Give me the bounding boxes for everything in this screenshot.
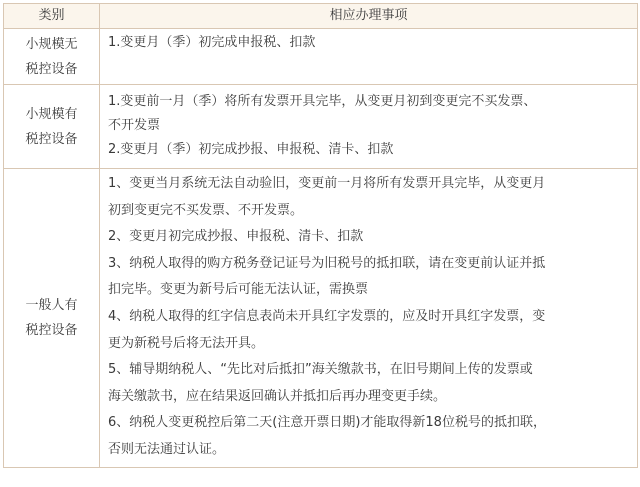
category-line: 小规模有	[25, 106, 78, 122]
category-cell	[4, 169, 100, 468]
category-cell	[4, 29, 100, 85]
header-category: 类别	[4, 4, 100, 29]
category-line: 小规模无	[25, 36, 78, 52]
matter-line: 更为新税号后将无法开具。	[108, 335, 265, 351]
matters-table	[3, 3, 638, 468]
matter-line: 1.变更前一月（季）将所有发票开具完毕，从变更月初到变更完不买发票、	[108, 94, 537, 109]
header-matters: 相应办理事项	[100, 4, 638, 29]
table-row	[4, 29, 638, 85]
matter-line: 4、纳税人取得的红字信息表尚未开具红字发票的，应及时开具红字发票，变	[108, 308, 546, 324]
matters-cell	[100, 169, 638, 468]
matter-line: 初到变更完不买发票、不开发票。	[108, 202, 304, 218]
matter-line: 否则无法通过认证。	[108, 441, 226, 457]
matter-line: 不开发票	[108, 118, 161, 133]
matters-table-container	[3, 3, 637, 468]
matter-line: 2.变更月（季）初完成抄报、申报税、清卡、扣款	[108, 142, 394, 157]
matter-line: 2、变更月初完成抄报、申报税、清卡、扣款	[108, 229, 364, 245]
matter-line: 5、辅导期纳税人、“先比对后抵扣”海关缴款书，在旧号期间上传的发票或	[108, 362, 533, 378]
matter-line: 扣完毕。变更为新号后可能无法认证，需换票	[108, 282, 369, 298]
matter-line: 3、纳税人取得的购方税务登记证号为旧税号的抵扣联，请在变更前认证并抵	[108, 255, 546, 271]
table-row	[4, 85, 638, 169]
category-cell	[4, 85, 100, 169]
matters-cell	[100, 85, 638, 169]
table-header-row	[4, 4, 638, 29]
matter-line: 1.变更月（季）初完成申报税、扣款	[108, 35, 316, 50]
category-line: 一般人有	[25, 297, 78, 313]
table-row	[4, 169, 638, 468]
category-line: 税控设备	[25, 322, 78, 338]
matters-cell	[100, 29, 638, 85]
matter-line: 海关缴款书，应在结果返回确认并抵扣后再办理变更手续。	[108, 388, 447, 404]
matter-line: 1、变更当月系统无法自动验旧，变更前一月将所有发票开具完毕，从变更月	[108, 176, 546, 191]
category-line: 税控设备	[25, 131, 78, 147]
category-line: 税控设备	[25, 61, 78, 77]
matter-line: 6、纳税人变更税控后第二天(注意开票日期)才能取得新18位税号的抵扣联，	[108, 415, 546, 431]
